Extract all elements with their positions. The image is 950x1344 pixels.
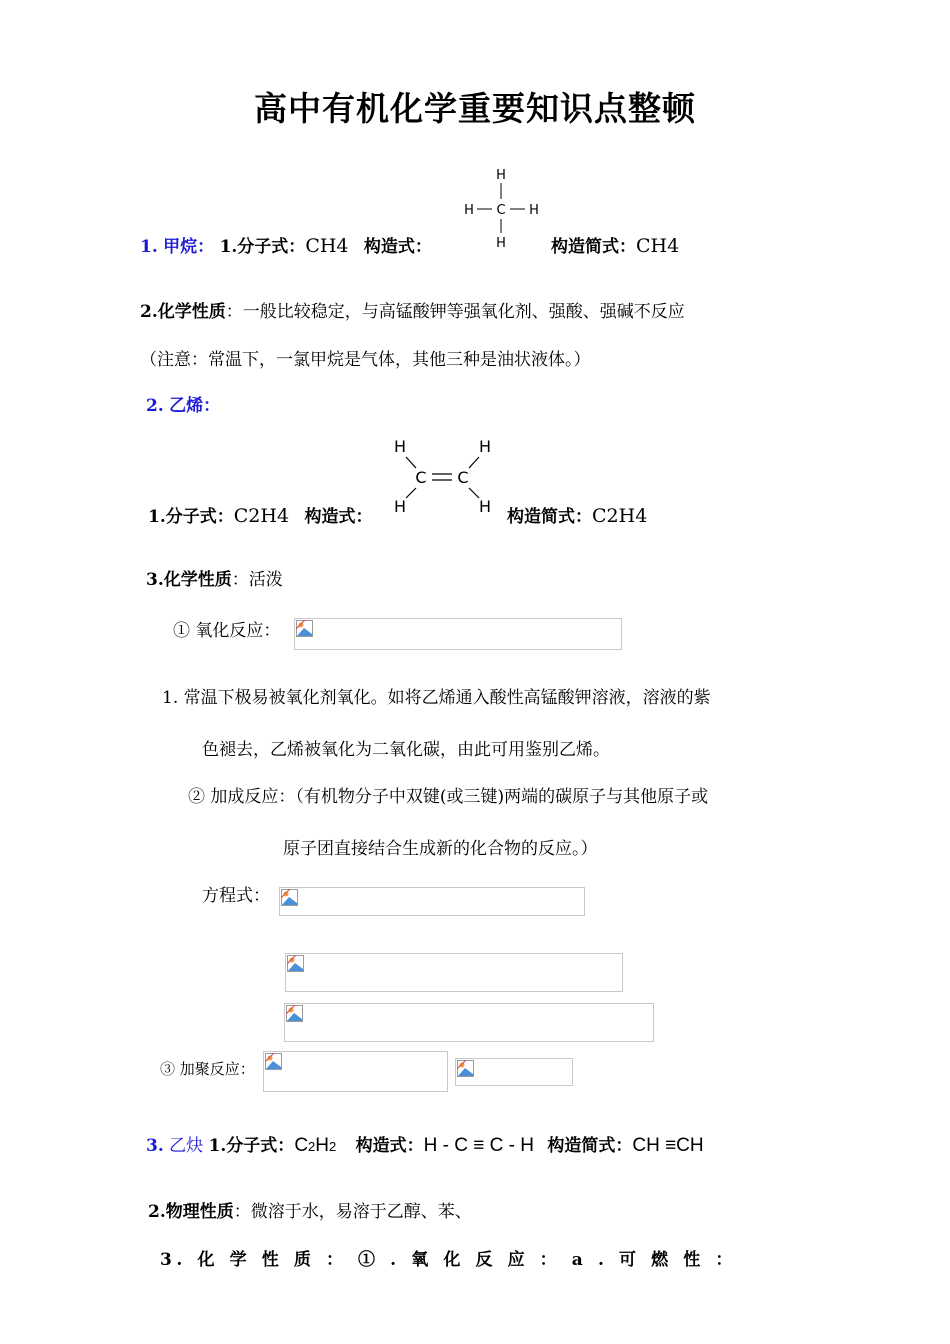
ethylene-simple <box>507 502 647 527</box>
methane-chem-text: ：一般比较稳定，与高锰酸钾等强氧化剂、强酸、强碱不反应 <box>225 302 685 322</box>
ethylene-structural-formula <box>385 432 500 522</box>
polymerization-image-1 <box>263 1051 448 1092</box>
ethylene-number: 2. <box>146 396 164 416</box>
methane-c: C <box>496 203 506 218</box>
methane-chem-properties <box>140 297 685 322</box>
acetylene-formula <box>294 1135 336 1156</box>
acetylene-formula-c-sub: 2 <box>308 1139 316 1154</box>
ethylene-formula-label: 1.分子式： <box>148 507 234 527</box>
acetylene-formula-h: H <box>315 1135 330 1156</box>
ethylene-h-top-right: H <box>478 437 492 456</box>
methane-simple-formula: CH4 <box>636 235 680 257</box>
methane-heading <box>140 232 432 257</box>
acetylene-structure: H - C ≡ C - H <box>423 1135 534 1156</box>
polymerization-image-2 <box>455 1058 573 1086</box>
methane-formula-label: 1.分子式： <box>219 237 306 257</box>
broken-image-icon <box>296 620 313 637</box>
methane-h-left: H <box>464 203 474 218</box>
document-title: 高中有机化学重要知识点整顿 <box>254 89 696 128</box>
acetylene-simple-formula: CH ≡CH <box>632 1135 704 1156</box>
oxidation-text-line2: 色褪去，乙烯被氧化为二氧化碳，由此可用鉴别乙烯。 <box>202 740 610 760</box>
polymerization-label: ③ 加聚反应： <box>160 1060 255 1078</box>
methane-structure-label: 构造式： <box>363 237 432 257</box>
broken-image-icon <box>286 1005 303 1022</box>
acetylene-phys-label: 2.物理性质 <box>148 1202 234 1222</box>
oxidation-text-line1: 1. 常温下极易被氧化剂氧化。如将乙烯通入酸性高锰酸钾溶液，溶液的紫 <box>162 688 711 708</box>
equation-image-3 <box>284 1003 654 1042</box>
acetylene-phys-text: ：微溶于水，易溶于乙醇、苯、 <box>233 1202 472 1222</box>
addition-text-line2: 原子团直接结合生成新的化合物的反应。） <box>283 839 598 859</box>
acetylene-chem-line: 3. 化 学 性 质 ： ① . 氧 化 反 应 ： a . 可 燃 性 ： <box>160 1250 737 1270</box>
ethylene-h-bottom-left: H <box>393 497 407 516</box>
acetylene-structure-label: 构造式： <box>355 1136 424 1156</box>
oxidation-label: ① 氧化反应： <box>173 621 281 641</box>
broken-image-icon <box>265 1053 282 1070</box>
methane-h-right: H <box>529 203 539 218</box>
methane-structural-formula <box>455 165 555 255</box>
methane-h-bottom: H <box>496 236 506 251</box>
ethylene-chem-text: ：活泼 <box>231 570 283 590</box>
methane-chem-label: 2.化学性质 <box>140 302 226 322</box>
ethylene-structure-label: 构造式： <box>304 507 373 527</box>
methane-note: （注意：常温下，一氯甲烷是气体，其他三种是油状液体。） <box>140 350 591 370</box>
methane-h-top: H <box>496 168 506 183</box>
ethylene-h-top-left: H <box>393 437 407 456</box>
ethylene-chem-label: 3.化学性质 <box>146 570 232 590</box>
ethylene-simple-formula: C2H4 <box>592 505 648 527</box>
acetylene-formula-c: C <box>294 1135 309 1156</box>
acetylene-name: 乙炔 <box>169 1136 204 1156</box>
ethylene-c-right: C <box>457 468 469 487</box>
methane-name: 甲烷： <box>163 237 215 257</box>
methane-formula: CH4 <box>305 235 349 257</box>
acetylene-physical-properties <box>148 1197 472 1222</box>
equation-image-2 <box>285 953 623 992</box>
ethylene-formula-line <box>148 502 372 527</box>
ethylene-chem-properties <box>146 565 283 590</box>
addition-text-line1: ② 加成反应：（有机物分子中双键(或三键)两端的碳原子与其他原子或 <box>188 787 709 807</box>
acetylene-number: 3. <box>146 1136 164 1156</box>
oxidation-equation-image <box>294 618 622 650</box>
methane-simple-label: 构造简式： <box>551 237 636 257</box>
acetylene-formula-h-sub: 2 <box>329 1139 337 1154</box>
equation-image-1 <box>279 887 585 916</box>
ethylene-h-bottom-right: H <box>478 497 492 516</box>
equation-label: 方程式： <box>202 886 270 906</box>
ethylene-c-left: C <box>415 468 427 487</box>
acetylene-formula-label: 1.分子式： <box>208 1136 295 1156</box>
broken-image-icon <box>281 889 298 906</box>
ethylene-heading <box>146 391 220 416</box>
acetylene-line <box>146 1131 704 1157</box>
ethylene-name: 乙烯： <box>169 396 221 416</box>
acetylene-simple-label: 构造简式： <box>547 1136 633 1156</box>
broken-image-icon <box>457 1060 474 1077</box>
methane-number: 1. <box>140 237 158 257</box>
broken-image-icon <box>287 955 304 972</box>
methane-simple <box>551 232 679 257</box>
ethylene-simple-label: 构造简式： <box>507 507 592 527</box>
ethylene-formula: C2H4 <box>233 505 290 527</box>
